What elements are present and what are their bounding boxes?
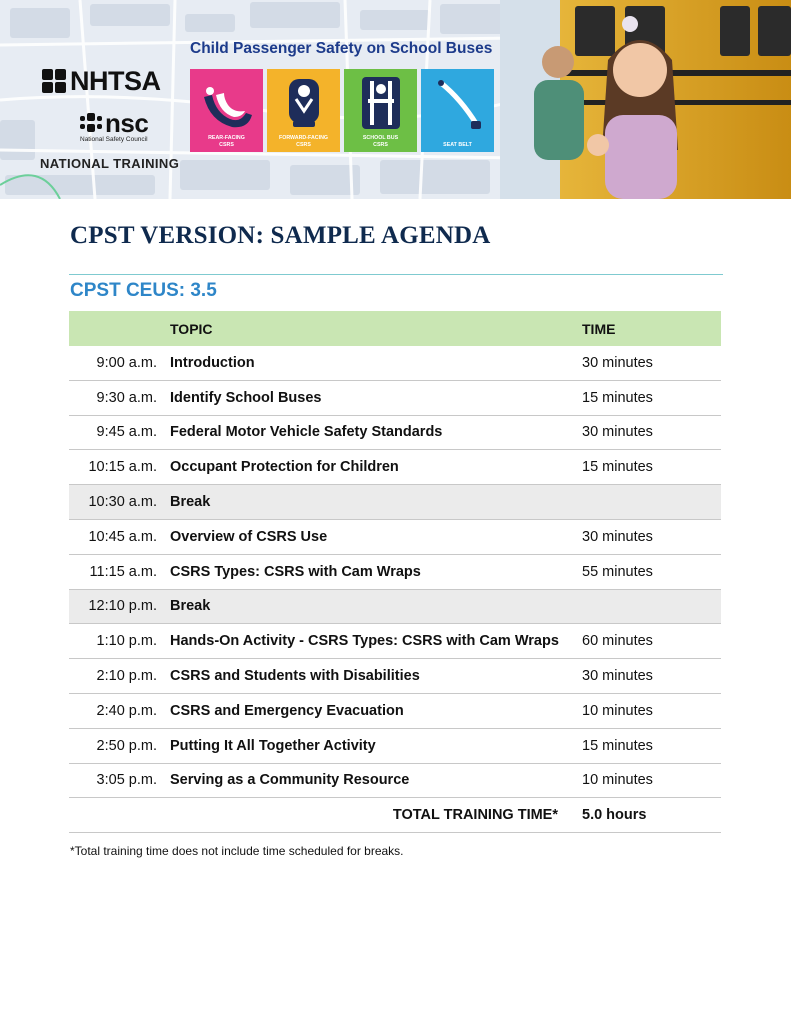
row-duration: 60 minutes: [570, 624, 721, 659]
row-duration: 30 minutes: [570, 519, 721, 554]
ceus-heading: CPST CEUS: 3.5: [70, 280, 217, 301]
table-row: [69, 659, 721, 694]
header-duration: TIME: [570, 311, 721, 346]
header-time-slot: [69, 311, 170, 346]
row-topic: CSRS and Emergency Evacuation: [170, 693, 570, 728]
row-duration: 15 minutes: [570, 728, 721, 763]
row-topic: CSRS and Students with Disabilities: [170, 659, 570, 694]
nhtsa-emblem-icon: [42, 69, 66, 93]
row-duration: 30 minutes: [570, 659, 721, 694]
row-topic: Identify School Buses: [170, 380, 570, 415]
agenda-body: [69, 346, 721, 798]
row-time: 3:05 p.m.: [69, 763, 170, 798]
row-topic: Federal Motor Vehicle Safety Standards: [170, 415, 570, 450]
row-time: 2:10 p.m.: [69, 659, 170, 694]
row-duration: 10 minutes: [570, 693, 721, 728]
tile-seat-belt: [421, 69, 494, 152]
row-topic: CSRS Types: CSRS with Cam Wraps: [170, 554, 570, 589]
table-row: [69, 763, 721, 798]
table-row: [69, 624, 721, 659]
row-time: 10:45 a.m.: [69, 519, 170, 554]
row-topic: Serving as a Community Resource: [170, 763, 570, 798]
row-time: 2:40 p.m.: [69, 693, 170, 728]
row-duration: 55 minutes: [570, 554, 721, 589]
divider: [69, 274, 723, 275]
tile-forward-facing: [267, 69, 340, 152]
row-time: 10:30 a.m.: [69, 485, 170, 520]
category-tiles: [190, 69, 494, 152]
total-value: 5.0 hours: [570, 798, 721, 833]
tile-label: REAR-FACING CSRS: [208, 135, 245, 148]
total-row: [69, 798, 721, 833]
table-row: [69, 728, 721, 763]
page-title: CPST VERSION: SAMPLE AGENDA: [70, 222, 491, 249]
seat-belt-icon: [421, 69, 494, 152]
row-time: 9:30 a.m.: [69, 380, 170, 415]
banner-title: Child Passenger Safety on School Buses: [190, 40, 493, 57]
table-row: [69, 415, 721, 450]
nhtsa-logo: [42, 68, 161, 94]
nsc-cross-icon: [80, 113, 102, 133]
total-label: TOTAL TRAINING TIME*: [69, 798, 570, 833]
row-duration: 30 minutes: [570, 346, 721, 380]
table-row: [69, 346, 721, 380]
nsc-logo: [80, 108, 170, 143]
row-topic: Break: [170, 485, 570, 520]
row-topic: Overview of CSRS Use: [170, 519, 570, 554]
row-time: 10:15 a.m.: [69, 450, 170, 485]
header-topic: TOPIC: [170, 311, 570, 346]
tile-rear-facing: [190, 69, 263, 152]
header-banner: [0, 0, 791, 199]
row-topic: Hands-On Activity - CSRS Types: CSRS with Cam Wraps: [170, 624, 570, 659]
nhtsa-wordmark: NHTSA: [70, 66, 161, 96]
row-duration: 15 minutes: [570, 380, 721, 415]
table-row: [69, 450, 721, 485]
table-row: [69, 519, 721, 554]
row-topic: Occupant Protection for Children: [170, 450, 570, 485]
agenda-table: [69, 311, 721, 833]
row-time: 9:00 a.m.: [69, 346, 170, 380]
row-topic: Break: [170, 589, 570, 624]
break-row: [69, 589, 721, 624]
nsc-wordmark: nsc: [105, 108, 149, 138]
tile-label: SEAT BELT: [443, 141, 472, 148]
row-time: 9:45 a.m.: [69, 415, 170, 450]
table-row: [69, 380, 721, 415]
row-duration: [570, 485, 721, 520]
row-duration: 30 minutes: [570, 415, 721, 450]
footnote: *Total training time does not include time scheduled for breaks.: [70, 844, 404, 858]
row-duration: 10 minutes: [570, 763, 721, 798]
tile-school-bus-csrs: [344, 69, 417, 152]
row-time: 1:10 p.m.: [69, 624, 170, 659]
school-bus-photo: [500, 0, 791, 199]
row-duration: [570, 589, 721, 624]
table-header-row: [69, 311, 721, 346]
tile-label: FORWARD-FACING CSRS: [278, 135, 329, 148]
tile-label: SCHOOL BUS CSRS: [362, 135, 399, 148]
nsc-subtitle: National Safety Council: [80, 136, 148, 143]
row-time: 2:50 p.m.: [69, 728, 170, 763]
table-row: [69, 693, 721, 728]
break-row: [69, 485, 721, 520]
row-time: 11:15 a.m.: [69, 554, 170, 589]
row-time: 12:10 p.m.: [69, 589, 170, 624]
row-topic: Putting It All Together Activity: [170, 728, 570, 763]
table-row: [69, 554, 721, 589]
row-topic: Introduction: [170, 346, 570, 380]
national-training-label: NATIONAL TRAINING: [40, 156, 180, 171]
row-duration: 15 minutes: [570, 450, 721, 485]
